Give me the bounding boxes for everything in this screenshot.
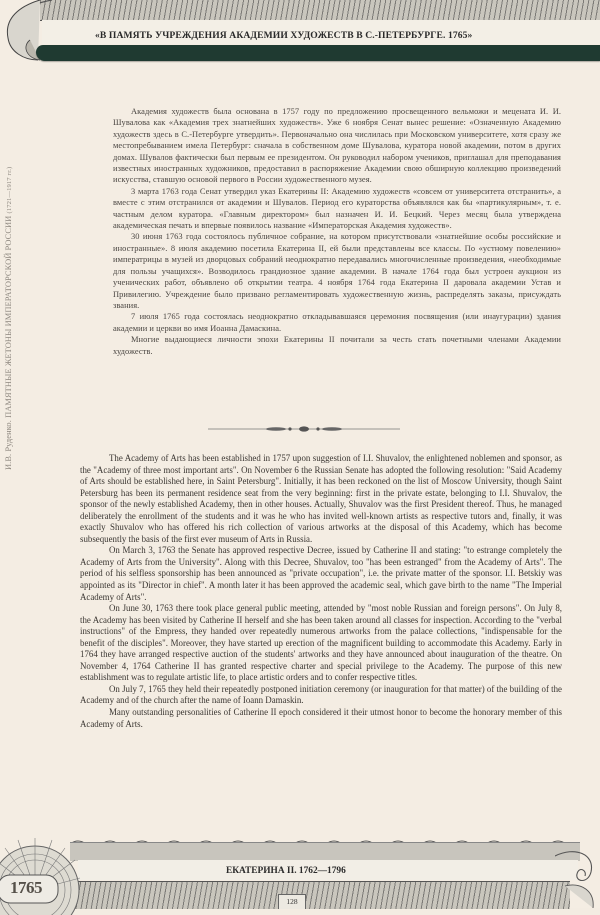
section-divider-ornament-icon: [208, 423, 400, 435]
side-running-title-main: И.В. Руденко. ПАМЯТНЫЕ ЖЕТОНЫ ИМПЕРАТОРСКОЙ РОССИИ: [4, 213, 13, 470]
side-running-title-range: (1721—1917 гг.): [6, 166, 13, 214]
page-number: 128: [278, 894, 306, 909]
russian-paragraph: Академия художеств была основана в 1757 году по предложению просвещенного вельможи и мецената И. И. Шувалова как «Академия трех знатнейших художеств». Уже 6 ноября Сенат вынес решение: «Означенную Академию художеств здесь в С.-Петербурге утвердить». Первоначально она числилась при Московском университете, хотя сразу же местопребыванием имела Петербург: сначала в собственном доме Шувалова, куратора новой академии, потом в других домах. Шувалов фактически был первым ее президентом. Он руководил набором учеников, приглашал для преподавания известных иностранных художников, предоставил в распоряжение Академии свою обширную коллекцию произведений искусства, ставшую основой первого в России художественного музея.: [113, 106, 561, 185]
side-running-title: [4, 167, 13, 470]
bottom-hatched-border: [70, 881, 570, 909]
english-paragraph: On July 7, 1765 they held their repeatedly postponed initiation ceremony (or inauguration for that matter) of the building of the Academy and of the church after the name of Ioann Damaskin.: [80, 683, 562, 706]
bottom-gray-band: [70, 842, 580, 861]
medallion-year: 1765: [10, 878, 42, 897]
english-text-block: [80, 453, 562, 730]
rosette-medallion-icon: [0, 820, 90, 915]
english-paragraph: Many outstanding personalities of Catherine II epoch considered it their utmost honor to become the honorary member of this Academy of Arts.: [80, 707, 562, 729]
english-paragraph: The Academy of Arts has been established in 1757 upon suggestion of I.I. Shuvalov, the enlightened noblemen and sponsor, as the "Academy of three most important arts". On November 6 the Russian Senate has adopted the following resolution: "Said Academy of Arts should be established here, in Saint Petersburg". Initially, it has been reckoned on the list of Moscow University, though Saint Petersburg has been its permanent residence seat from the very beginning: first in the private estate, belonging to I.I. Shuvalov, the sponsor of the newly established Academy, then in other houses. Actually, Shuvalov was the first President thereof. Thus, he managed deliberately the enrollment of the students and it was he who has invited well-known artists as respective tutors and, finally, it was exactly Shuvalov who has offered his rich collection of various artworks at the disposal of this Academy, which has become subsequently the basis of the first ever museum of Arts in Russia.: [80, 453, 562, 544]
bottom-scroll-ornament-icon: [555, 846, 600, 908]
english-paragraph: On June 30, 1763 there took place general public meeting, attended by "most noble Russian and foreign persons". On July 8, the Academy has been visited by Catherine II herself and she has been taken around all classes for inspection. According to the "verbal instructions" of the Empress, they handed over repeatedly numerous artworks from the palace collections, "indispensable for the benefit of the disciples". Moreover, they have started up erection of the magnificent building to accommodate this Academy. Early in 1764 they have arranged respective auction of the students' artworks and they have announced about inauguration of the theatre. On November 4, 1764 Catherine II has granted respective charter and special privilege to the Academy. The purpose of this new establishment was to regulate artistic life, to place artistic orders and to confer respective titles.: [80, 603, 562, 683]
page-footer-title: ЕКАТЕРИНА II. 1762—1796: [226, 866, 346, 876]
russian-paragraph: 30 июня 1763 года состоялось публичное собрание, на котором присутствовали «знатнейшие особы российские и иностранные». 8 июля академию посетила Екатерина II, ей были представлены все классы. По «устному повелению» императрицы в музей из дворцовых собраний неоднократно передавались многочисленные произведения, «необходимые для пользы учащихся». Возводилось грандиозное здание академии. В начале 1764 года был устроен аукцион из ученических работ, объявлено об открытии театра. 4 ноября 1764 года Екатерина II даровала академии Устав и Привилегию. Учреждение было призвано регламентировать художественную жизнь, распределять заказы, присуждать звания.: [113, 231, 561, 310]
top-hatched-border: [40, 0, 600, 21]
english-paragraph: On March 3, 1763 the Senate has approved respective Decree, issued by Catherine II and stating: "to estrange completely the Academy of Arts from the University". Along with this Decree, Shuvalov, too "has been estranged" from the Academy of Arts". The period of his selfless sponsorship has been announced as "private occupation", i.e. the private matter of the sponsor. I.I. Betskiy was appointed as its "Director in chief". A month later it has been approved the academic seal, which gave birth to the name "The Imperial Academy of Arts".: [80, 545, 562, 602]
page-header-title: «В ПАМЯТЬ УЧРЕЖДЕНИЯ АКАДЕМИИ ХУДОЖЕСТВ В С.-ПЕТЕРБУРГЕ. 1765»: [95, 30, 473, 41]
russian-paragraph: 3 марта 1763 года Сенат утвердил указ Екатерины II: Академию художеств «совсем от университета отстранить», а вместе с этим отстранился от академии и Шувалов. Период его кураторства объявлялся как бы «партикулярным», т. е. частным делом куратора. «Главным директором» был назначен И. И. Бецкий. Через месяц была утверждена академическая печать и впервые появилось название «Императорская Академия художеств».: [113, 185, 561, 231]
top-green-ribbon: [36, 45, 600, 61]
russian-text-block: [113, 106, 561, 357]
russian-paragraph: Многие выдающиеся личности эпохи Екатерины II почитали за честь стать почетными членами Академии художеств.: [113, 334, 561, 356]
russian-paragraph: 7 июля 1765 года состоялась неоднократно откладывавшаяся церемония посвящения (или инаугурации) здания академии и церкви во имя Иоанна Дамаскина.: [113, 311, 561, 333]
